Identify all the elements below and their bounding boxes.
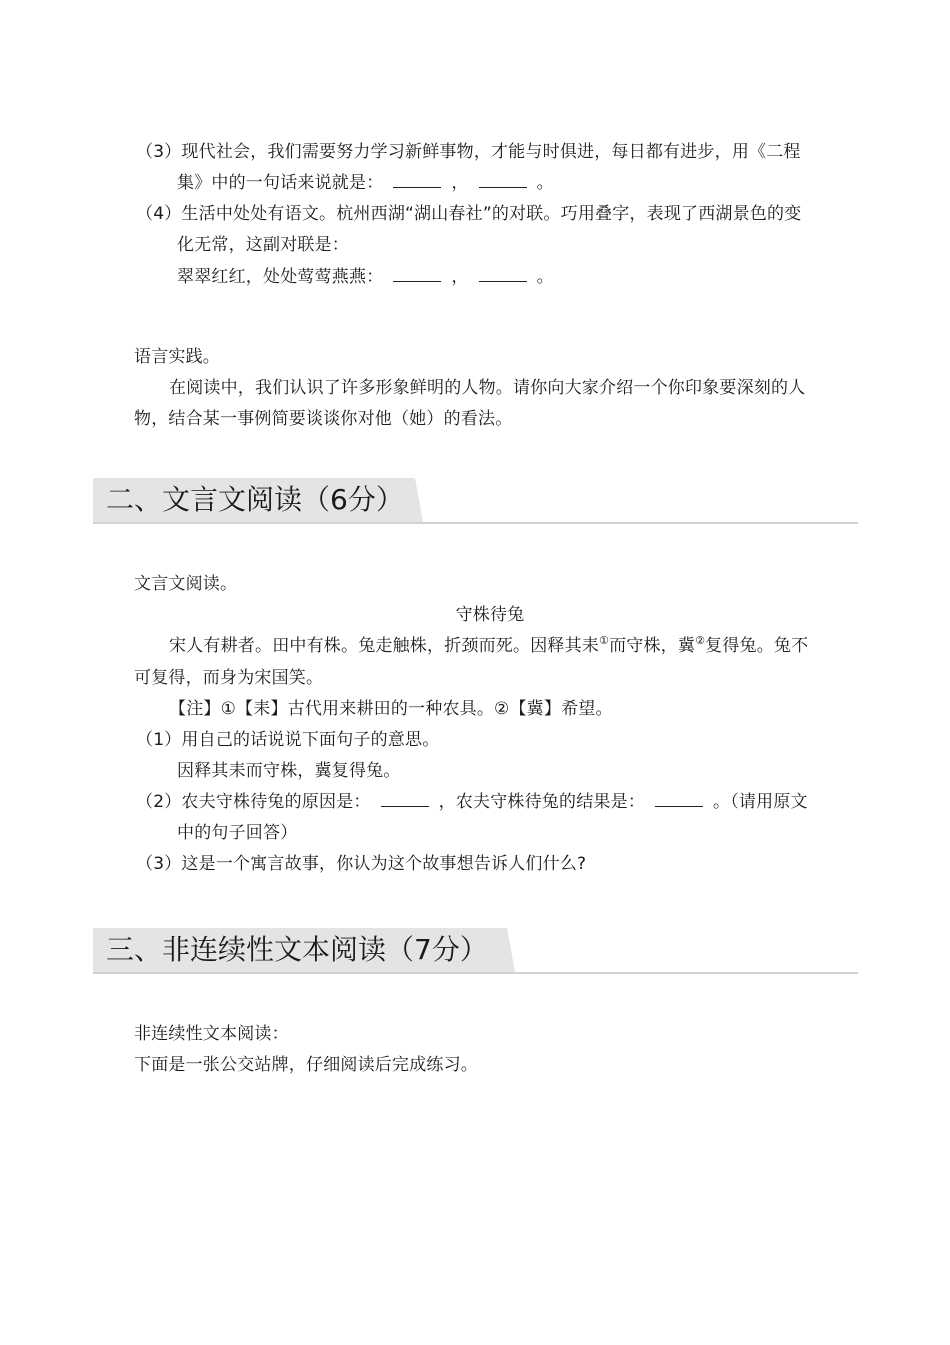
s2-q2-blank-2[interactable] <box>655 791 703 807</box>
q4-blank-2[interactable] <box>479 266 527 282</box>
q4-line1 <box>136 203 801 225</box>
q3-text-2: 集》中的一句话来说就是： <box>177 173 384 193</box>
s2-q2-line2: 中的句子回答） <box>177 823 298 843</box>
q3-line1 <box>136 141 801 163</box>
q4-line2 <box>177 234 349 256</box>
q4-text-2: 化无常，这副对联是： <box>177 235 349 255</box>
q3-text: 现代社会，我们需要努力学习新鲜事物，才能与时俱进，每日都有进步，用《二程 <box>181 142 801 162</box>
passage-line2: 可复得，而身为宋国笑。 <box>134 668 324 688</box>
s2-q1 <box>136 729 439 751</box>
q4-number: （4） <box>136 204 182 224</box>
section2-intro: 文言文阅读。 <box>134 574 238 594</box>
section3-heading: 三、非连续性文本阅读（7分） <box>106 933 488 966</box>
note-mark-2: ② <box>695 634 706 647</box>
section3-intro: 非连续性文本阅读： <box>134 1024 289 1044</box>
q4-blank-1[interactable] <box>393 266 441 282</box>
passage-text-c: 复得兔。兔不 <box>705 636 809 656</box>
s2-q3-text: 这是一个寓言故事，你认为这个故事想告诉人们什么? <box>181 854 587 874</box>
passage-title: 守株待兔 <box>455 605 525 625</box>
section2-header-rule <box>93 522 858 524</box>
s2-q3-number: （3） <box>136 854 182 874</box>
practice-line2: 物，结合某一事例简要谈谈你对他（她）的看法。 <box>134 409 513 429</box>
q4-couplet: 翠翠红红，处处莺莺燕燕： <box>177 267 384 287</box>
q4-comma: ， <box>451 267 469 287</box>
section3-line2: 下面是一张公交站牌，仔细阅读后完成练习。 <box>134 1055 478 1075</box>
section2-heading: 二、文言文阅读（6分） <box>106 483 404 516</box>
s2-q2-text-b: ，农夫守株待兔的结果是： <box>438 792 646 812</box>
q3-blank-2[interactable] <box>479 172 527 188</box>
q3-number: （3） <box>136 142 182 162</box>
q3-comma: ， <box>451 173 469 193</box>
s2-q2-text-a: 农夫守株待兔的原因是： <box>181 792 371 812</box>
q3-period: 。 <box>536 173 554 193</box>
practice-line1: 在阅读中，我们认识了许多形象鲜明的人物。请你向大家介绍一个你印象要深刻的人 <box>169 378 806 398</box>
s2-q1-sentence: 因释其耒而守株，冀复得兔。 <box>177 761 401 781</box>
q3-line2 <box>177 172 554 194</box>
s2-q2-number: （2） <box>136 792 182 812</box>
q4-text: 生活中处处有语文。杭州西湖“湖山春社”的对联。巧用叠字，表现了西湖景色的变 <box>181 204 802 224</box>
s2-q2 <box>136 791 808 813</box>
s2-q1-number: （1） <box>136 730 182 750</box>
section2-header <box>93 478 858 524</box>
practice-title: 语言实践。 <box>134 347 220 367</box>
s2-q3 <box>136 853 586 875</box>
s2-q2-text-c: 。（请用原文 <box>713 792 808 812</box>
section3-header-rule <box>93 972 858 974</box>
q4-line3 <box>177 266 554 288</box>
passage-notes: 【注】①【耒】古代用来耕田的一种农具。②【冀】希望。 <box>169 699 613 719</box>
passage-text-b: 而守株，冀 <box>609 636 696 656</box>
q4-period: 。 <box>536 267 554 287</box>
s2-q2-blank-1[interactable] <box>381 791 429 807</box>
note-mark-1: ① <box>599 634 610 647</box>
section3-header <box>93 928 858 974</box>
passage-line1 <box>169 635 808 657</box>
s2-q1-text: 用自己的话说说下面句子的意思。 <box>181 730 440 750</box>
q3-blank-1[interactable] <box>393 172 441 188</box>
passage-text-a: 宋人有耕者。田中有株。兔走触株，折颈而死。因释其耒 <box>169 636 599 656</box>
